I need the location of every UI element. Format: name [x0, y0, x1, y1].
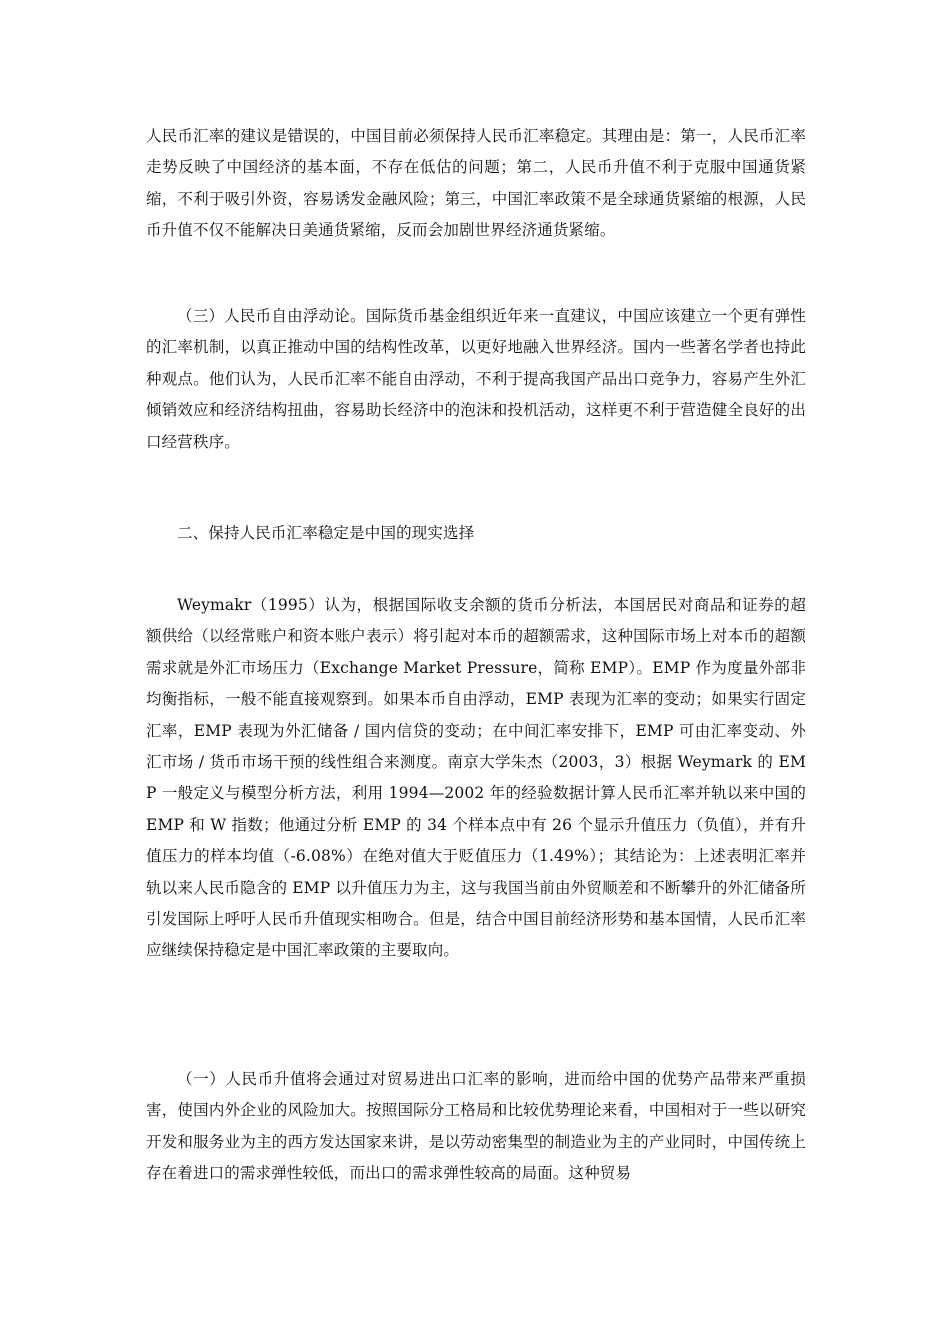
paragraph-appreciation-impact: （一）人民币升值将会通过对贸易进出口汇率的影响，进而给中国的优势产品带来严重损害，使国内外企业的风险加大。按照国际分工格局和比较优势理论来看，中国相对于一些以研究开发和服务业为主的西方发达国家来讲，是以劳动密集型的制造业为主的产业同时，中国传统上存在着进口的需求弹性较低，而出口的需求弹性较高的局面。这种贸易 — [146, 1070, 806, 1183]
paragraph-exchange-rate-argument: 人民币汇率的建议是错误的，中国目前必须保持人民币汇率稳定。其理由是：第一，人民币汇率走势反映了中国经济的基本面，不存在低估的问题；第二，人民币升值不利于克服中国通货紧缩，不利于吸引外资，容易诱发金融风险；第三，中国汇率政策不是全球通货紧缩的根源，人民币升值不仅不能解决日美通货紧缩，反而会加剧世界经济通货紧缩。 — [146, 127, 806, 240]
paragraph-emp-analysis: Weymakr（1995）认为，根据国际收支余额的货币分析法，本国居民对商品和证券的超额供给（以经常账户和资本账户表示）将引起对本币的超额需求，这种国际市场上对本币的超额需求就是外汇市场压力（Exchange Market Pressure，简称 EMP）。EMP 作为度量外部非均衡指标，一般不能直接观察到。如果本币自由浮动，EMP 表现为汇率的变动；如果实行固定汇率，EMP 表现为外汇储备 / 国内信贷的变动；在中间汇率安排下，EMP 可由汇率变动、外汇市场 / 货币市场干预的线性组合来测度。南京大学朱杰（2003，3）根据 Weymark 的 EMP 一般定义与模型分析方法，利用 1994—2002 年的经验数据计算人民币汇率并轨以来中国的 EMP 和 W 指数；他通过分析 EMP 的 34 个样本点中有 26 个显示升值压力（负值），并有升值压力的样本均值（-6.08%）在绝对值大于贬值压力（1.49%）；其结论为：上述表明汇率并轨以来人民币隐含的 EMP 以升值压力为主，这与我国当前由外贸顺差和不断攀升的外汇储备所引发国际上呼吁人民币升值现实相吻合。但是，结合中国目前经济形势和基本国情，人民币汇率应继续保持稳定是中国汇率政策的主要取向。 — [146, 596, 806, 960]
paragraph-free-float-theory: （三）人民币自由浮动论。国际货币基金组织近年来一直建议，中国应该建立一个更有弹性的汇率机制，以真正推动中国的结构性改革，以更好地融入世界经济。国内一些著名学者也持此种观点。他们认为，人民币汇率不能自由浮动，不利于提高我国产品出口竞争力，容易产生外汇倾销效应和经济结构扭曲，容易助长经济中的泡沫和投机活动，这样更不利于营造健全良好的出口经营秩序。 — [146, 307, 806, 451]
section-heading: 二、保持人民币汇率稳定是中国的现实选择 — [177, 524, 475, 542]
